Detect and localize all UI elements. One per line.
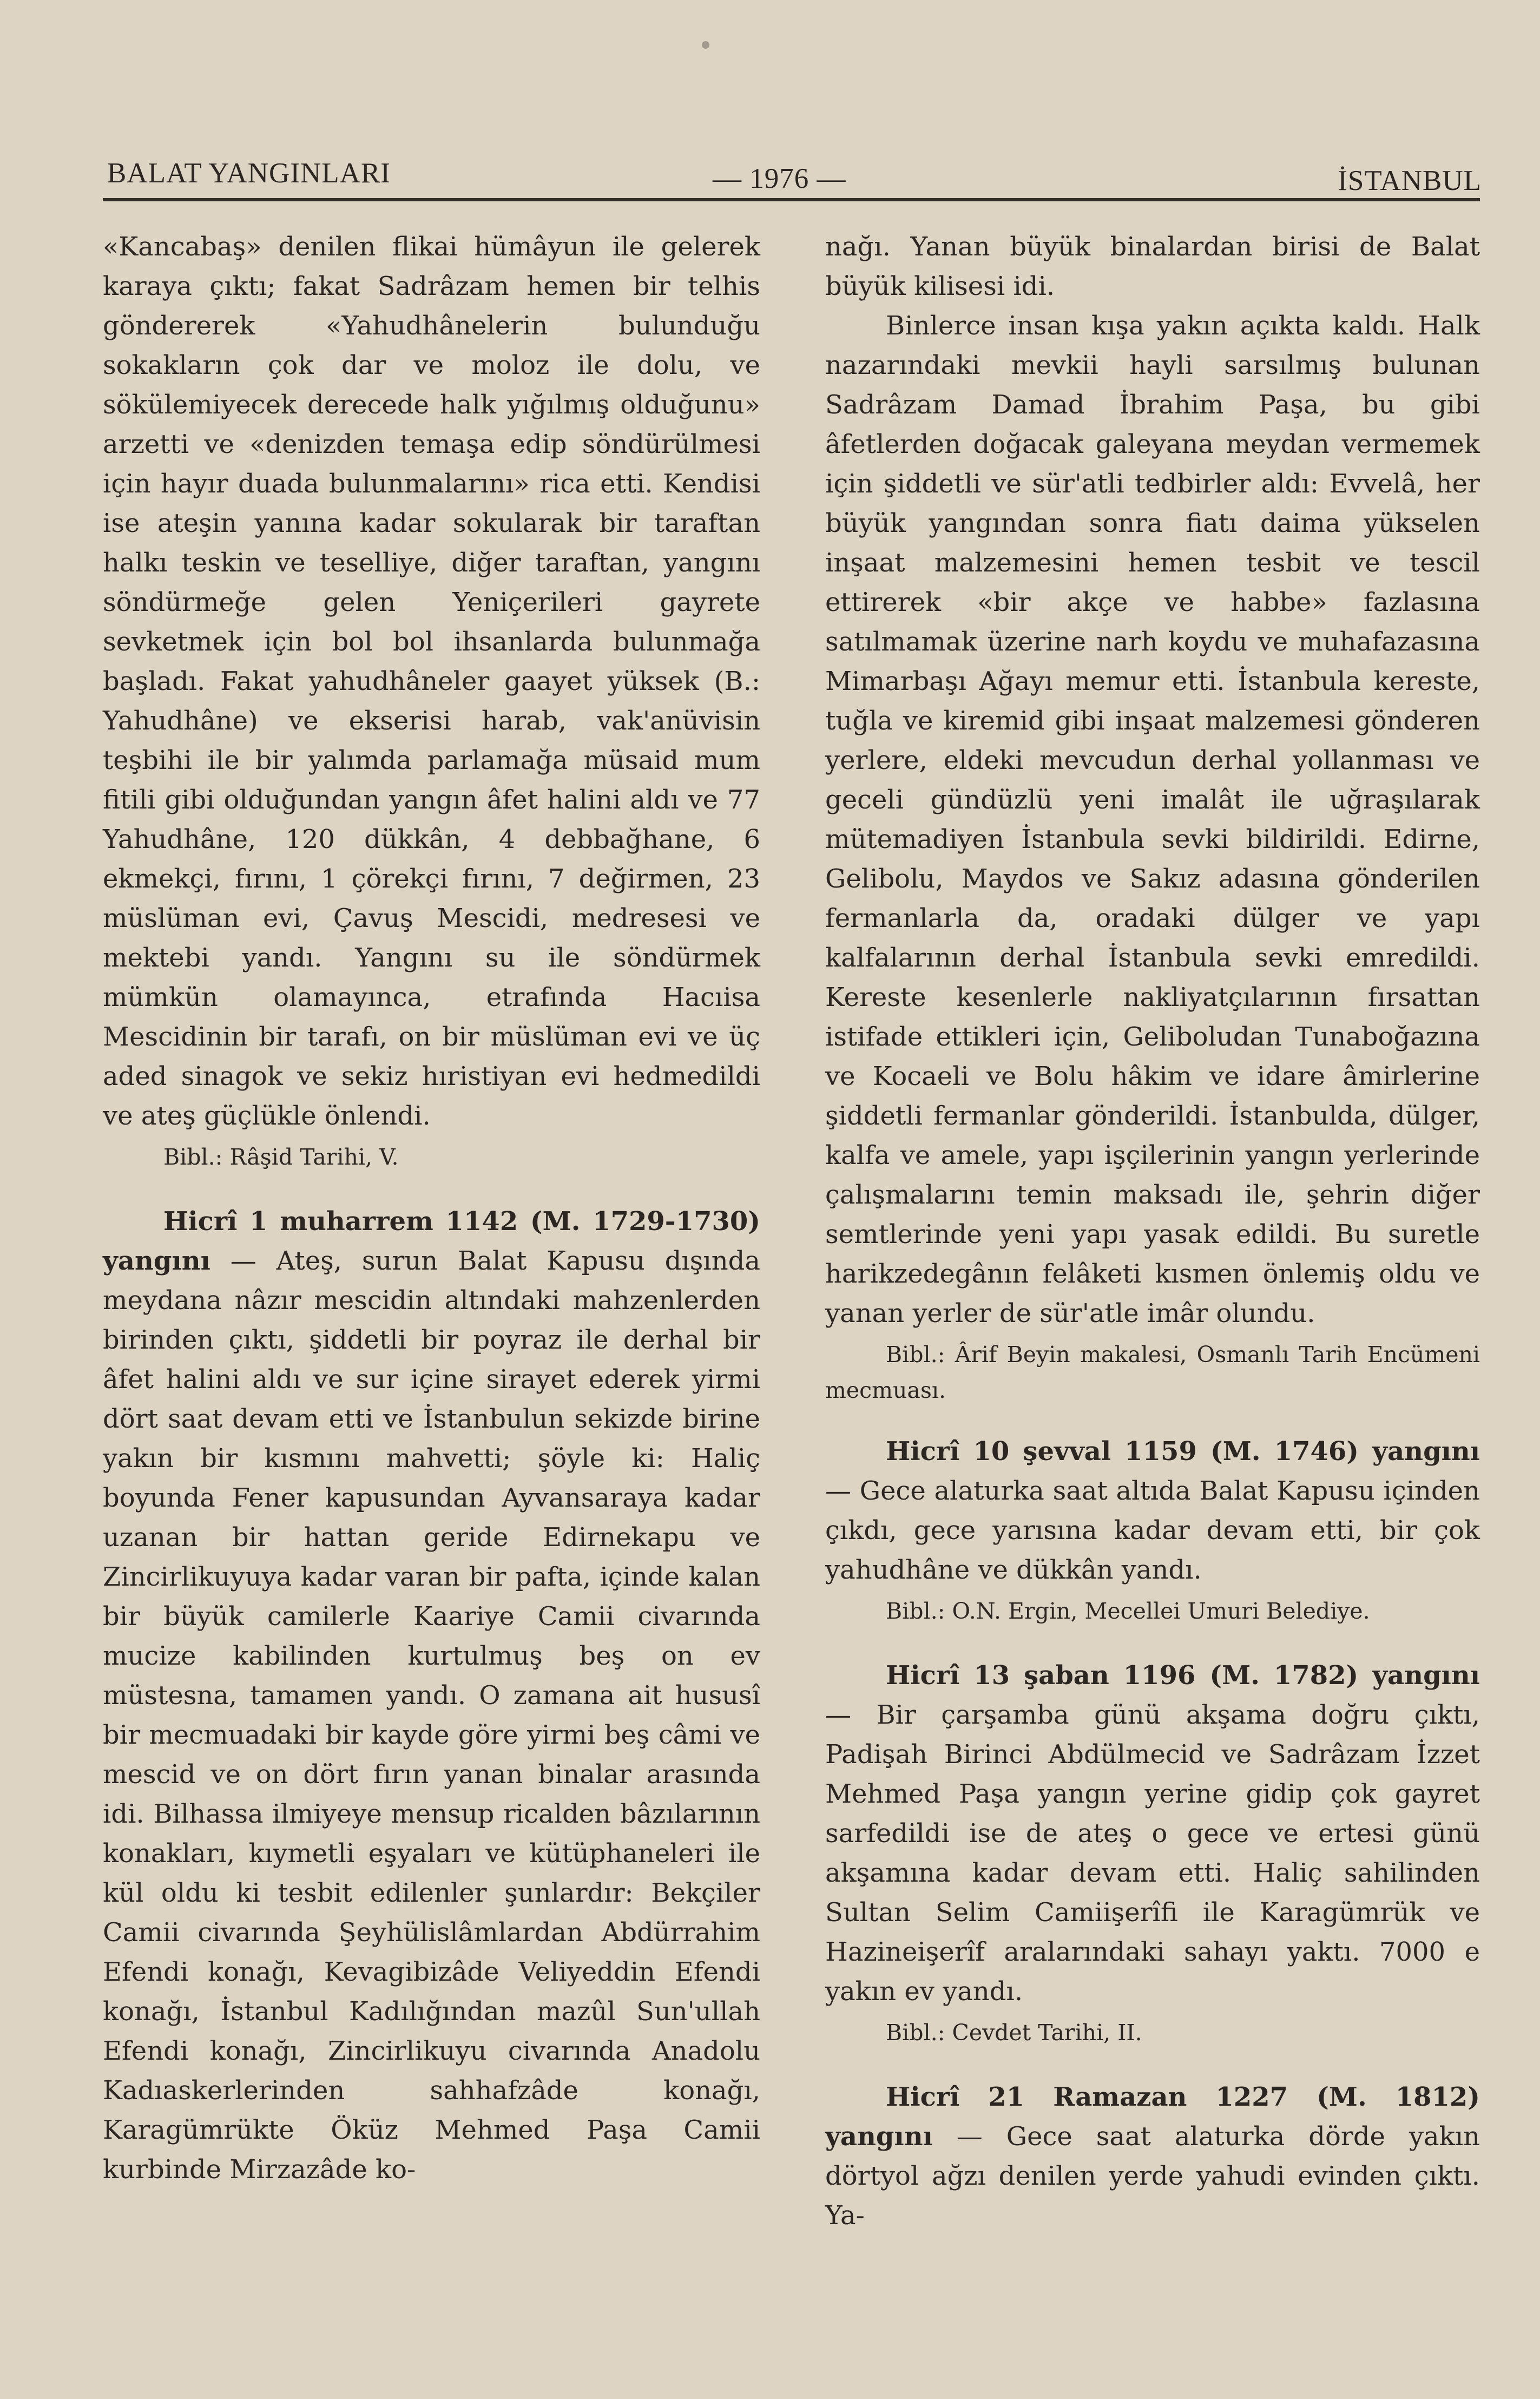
header-section-title: BALAT YANGINLARI: [107, 157, 391, 189]
paper-speck: [702, 41, 709, 49]
entry-text: — Ateş, surun Balat Kapusu dışında meydana nâzır mescidin altındaki mahzenlerden birinden çıktı, şiddetli bir poyraz ile derhal bir âfet halini aldı ve sur içine sirayet ederek yirmi dört saat devam etti ve İstanbulun sekizde birine yakın bir kısmını mahvetti; şöyle ki: Haliç boyunda Fener kapusundan Ayvansaraya kadar uzanan bir hattan geride Edirnekapu ve Zincirlikuyuya kadar varan bir pafta, içinde kalan bir büyük camilerle Kaariye Camii civarında mucize kabilinden kurtulmuş beş on ev müstesna, tamamen yandı. O zamana ait hususî bir mecmuadaki bir kayde göre yirmi beş câmi ve mescid ve on dört fırın yanan binalar arasında idi. Bilhassa ilmiyeye mensup ricalden bâzılarının konakları, kıymetli eşyaları ve kütüphaneleri ile kül oldu ki tesbit edilenler şunlardır: Bekçiler Camii civarında Şeyhülislâmlardan Abdürrahim Efendi konağı, Kevagibizâde Veliyeddin Efendi konağı, İstanbul Kadılığından mazûl Sun'ullah Efendi konağı, Zincirlikuyu civarında Anadolu Kadıaskerlerinden sahhafzâde konağı, Karagümrükte Öküz Mehmed Paşa Camii kurbinde Mirzazâde ko-: [103, 1246, 760, 2185]
paragraph: [825, 306, 1480, 1333]
fire-entry: [825, 2078, 1480, 2236]
bibliography-note: Bibl.: Cevdet Tarihi, II.: [886, 2020, 1142, 2046]
entry-heading: Hicrî 10 şevval 1159 (M. 1746) yangını: [886, 1436, 1480, 1467]
left-column: [103, 227, 760, 2190]
fire-entry: [825, 1656, 1480, 2012]
entry-text: — Gece saat alaturka dörde yakın dörtyol ağzı denilen yerde yahudi evinden çıktı. Ya-: [825, 2121, 1480, 2231]
paragraph-text: nağı. Yanan büyük binalardan birisi de Balat büyük kilisesi idi.: [825, 232, 1480, 301]
paragraph-text: Binlerce insan kışa yakın açıkta kaldı. Halk nazarındaki mevkii hayli sarsılmış bulunan Sadrâzam Damad İbrahim Paşa, bu gibi âfetlerden doğacak galeyana meydan vermemek için şiddetli ve sür'atli tedbirler aldı: Evvelâ, her büyük yangından sonra fiatı daima yükselen inşaat malzemesini hemen tesbit ve tescil ettirerek «bir akçe ve habbe» fazlasına satılmamak üzerine narh koydu ve muhafazasına Mimarbaşı Ağayı memur etti. İstanbula kereste, tuğla ve kiremid gibi inşaat malzemesi gönderen yerlere, eldeki mevcudun derhal yollanması ve geceli gündüzlü yeni imalât ile uğraşılarak mütemadiyen İstanbula sevki bildirildi. Edirne, Gelibolu, Maydos ve Sakız adasına gönderilen fermanlarla da, oradaki dülger ve yapı kalfalarının derhal İstanbula sevki emredildi. Kereste kesenlerle nakliyatçılarının fırsattan istifade ettikleri için, Geliboludan Tunaboğazına ve Kocaeli ve Bolu hâkim ve idare âmirlerine şiddetli fermanlar gönderildi. İstanbulda, dülger, kalfa ve amele, yapı işçilerinin yangın yerlerinde çalışmalarını temin maksadı ile, şehrin diğer semtlerinde yeni yapı yasak edildi. Bu suretle harikzedegânın felâketi kısmen önlemiş oldu ve yanan yerler de sür'atle imâr olundu.: [825, 311, 1480, 1329]
bibliography-note: Bibl.: Râşid Tarihi, V.: [163, 1144, 399, 1170]
entry-heading: Hicrî 13 şaban 1196 (M. 1782) yangını: [886, 1660, 1480, 1691]
paragraph: [825, 227, 1480, 306]
header-rule: [103, 198, 1480, 201]
fire-entry: [825, 1432, 1480, 1590]
entry-text: — Gece alaturka saat altıda Balat Kapusu içinden çıkdı, gece yarısına kadar devam etti, bir çok yahudhâne ve dükkân yandı.: [825, 1476, 1480, 1585]
page-number: — 1976 —: [713, 163, 846, 194]
bibliography-note: Bibl.: O.N. Ergin, Mecellei Umuri Belediye.: [886, 1598, 1370, 1624]
paragraph: [103, 227, 760, 1136]
fire-entry: [103, 1202, 760, 2190]
bibliography-text: Bibl.: Ârif Beyin makalesi, Osmanlı Tarih Encümeni mecmuası.: [825, 1342, 1480, 1403]
running-header: [103, 153, 1482, 196]
right-column: [825, 227, 1480, 2236]
entry-text: — Bir çarşamba günü akşama doğru çıktı, Padişah Birinci Abdülmecid ve Sadrâzam İzzet Mehmed Paşa yangın yerine gidip çok gayret sarfedildi ise de ateş o gece ve ertesi günü akşamına kadar devam etti. Haliç sahilinden Sultan Selim Camiişerîfi ile Karagümrük ve Hazineişerîf aralarındaki sahayı yaktı. 7000 e yakın ev yandı.: [825, 1700, 1480, 2007]
header-city: İSTANBUL: [1338, 165, 1482, 196]
entry-heading: Hicrî 21 Ramazan 1227 (M. 1812) yangını: [825, 2082, 1480, 2152]
bibliography-note: [825, 1337, 1480, 1408]
entry-heading: Hicrî 1 muharrem 1142 (M. 1729-1730) yangını: [103, 1206, 760, 1276]
paragraph-text: «Kancabaş» denilen flikai hümâyun ile gelerek karaya çıktı; fakat Sadrâzam hemen bir telhis göndererek «Yahudhânelerin bulunduğu sokakların çok dar ve moloz ile dolu, ve sökülemiyecek derecede halk yığılmış olduğunu» arzetti ve «denizden temaşa edip söndürülmesi için hayır duada bulunmalarını» rica etti. Kendisi ise ateşin yanına kadar sokularak bir taraftan halkı teskin ve teselliye, diğer taraftan, yangını söndürmeğe gelen Yeniçerileri gayrete sevketmek için bol bol ihsanlarda bulunmağa başladı. Fakat yahudhâneler gaayet yüksek (B.: Yahudhâne) ve ekserisi harab, vak'anüvisin teşbihi ile bir yalımda parlamağa müsaid mum fitili gibi olduğundan yangın âfet halini aldı ve 77 Yahudhâne, 120 dükkân, 4 debbağhane, 6 ekmekçi, fırını, 1 çörekçi fırını, 7 değirmen, 23 müslüman evi, Çavuş Mescidi, medresesi ve mektebi yandı. Yangını su ile söndürmek mümkün olamayınca, etrafında Hacıisa Mescidinin bir tarafı, on bir müslüman evi ve üç aded sinagok ve sekiz hıristiyan evi hedmedildi ve ateş güçlükle önlendi.: [103, 232, 760, 1131]
